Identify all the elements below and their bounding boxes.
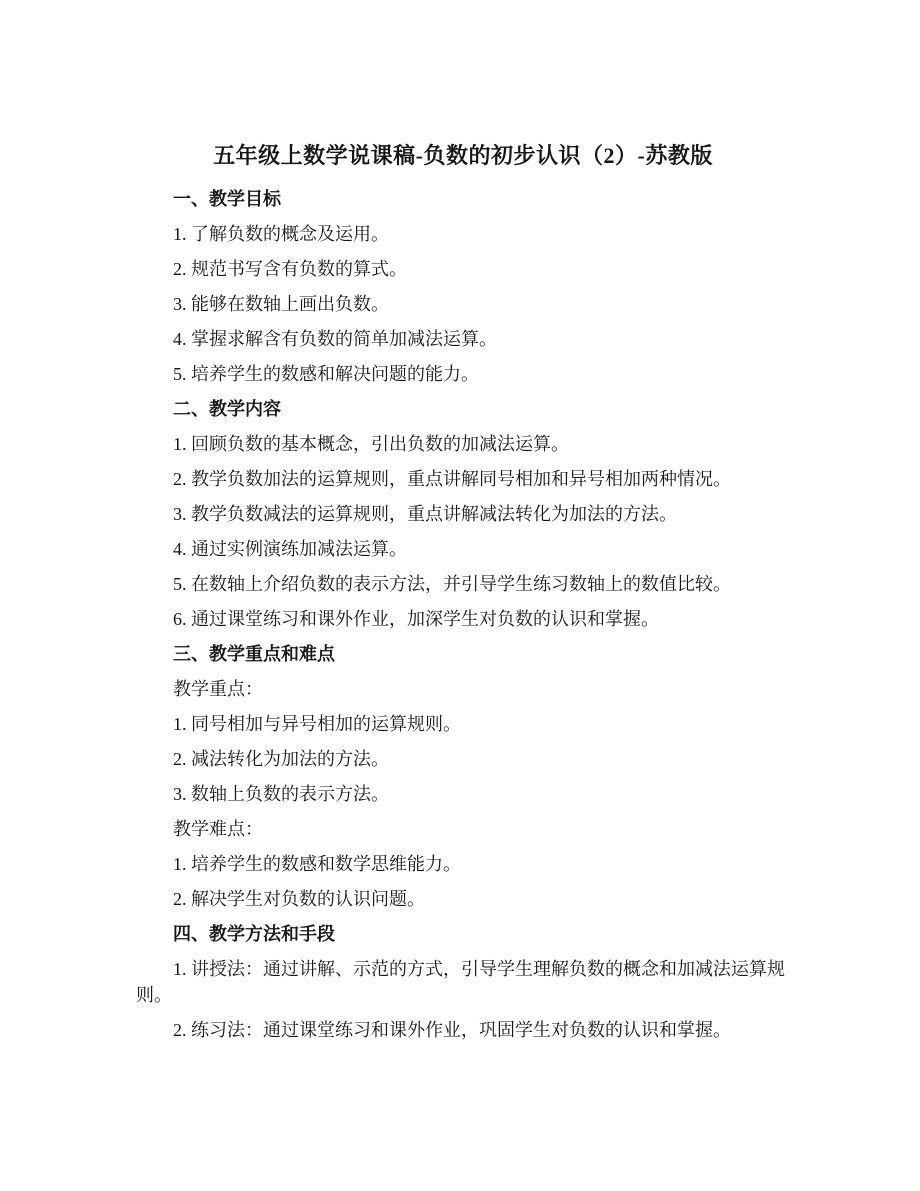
paragraph: 1. 培养学生的数感和数学思维能力。 [173, 854, 461, 874]
paragraph: 1. 了解负数的概念及运用。 [173, 224, 389, 244]
section-heading: 二、教学内容 [173, 399, 281, 419]
document-body [136, 186, 790, 1043]
paragraph: 4. 通过实例演练加减法运算。 [173, 539, 407, 559]
paragraph: 6. 通过课堂练习和课外作业，加深学生对负数的认识和掌握。 [173, 609, 659, 629]
section-heading: 三、教学重点和难点 [173, 644, 335, 664]
paragraph: 4. 掌握求解含有负数的简单加减法运算。 [173, 329, 497, 349]
paragraph: 2. 练习法：通过课堂练习和课外作业，巩固学生对负数的认识和掌握。 [173, 1020, 731, 1040]
paragraph: 3. 数轴上负数的表示方法。 [173, 784, 389, 804]
paragraph: 2. 减法转化为加法的方法。 [173, 749, 389, 769]
paragraph: 2. 解决学生对负数的认识问题。 [173, 889, 425, 909]
paragraph: 1. 同号相加与异号相加的运算规则。 [173, 714, 461, 734]
paragraph: 3. 能够在数轴上画出负数。 [173, 294, 389, 314]
paragraph: 教学重点： [173, 679, 263, 699]
document-title: 五年级上数学说课稿-负数的初步认识（2）-苏教版 [213, 143, 713, 168]
section-heading: 四、教学方法和手段 [173, 924, 335, 944]
paragraph: 5. 培养学生的数感和解决问题的能力。 [173, 364, 479, 384]
paragraph: 教学难点： [173, 819, 263, 839]
paragraph: 1. 回顾负数的基本概念，引出负数的加减法运算。 [173, 434, 569, 454]
paragraph: 2. 规范书写含有负数的算式。 [173, 259, 407, 279]
paragraph: 3. 教学负数减法的运算规则，重点讲解减法转化为加法的方法。 [173, 504, 677, 524]
paragraph: 5. 在数轴上介绍负数的表示方法，并引导学生练习数轴上的数值比较。 [173, 574, 731, 594]
section-heading: 一、教学目标 [173, 189, 281, 209]
paragraph: 2. 教学负数加法的运算规则，重点讲解同号相加和异号相加两种情况。 [173, 469, 731, 489]
paragraph: 1. 讲授法：通过讲解、示范的方式，引导学生理解负数的概念和加减法运算规则。 [136, 959, 785, 1005]
